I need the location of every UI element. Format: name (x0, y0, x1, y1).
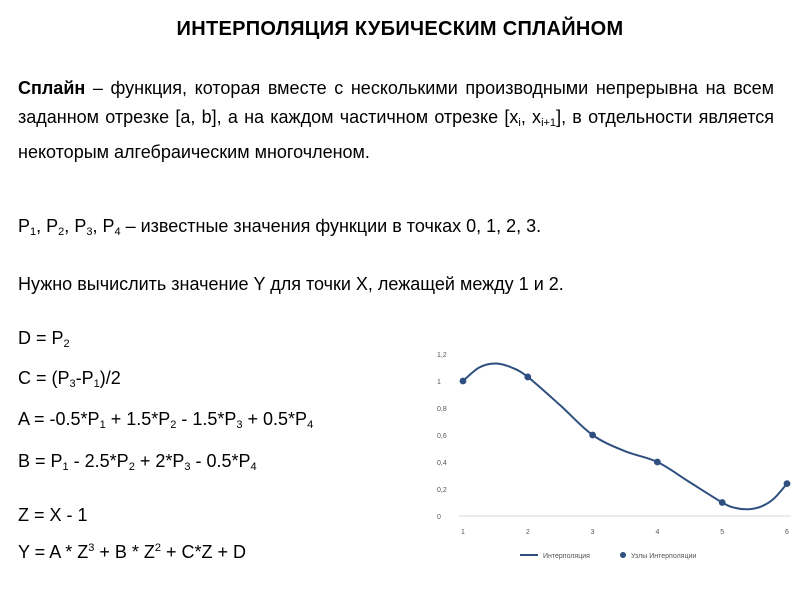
interpolation-chart (425, 340, 800, 570)
x-tick-label: 6 (785, 529, 789, 536)
legend-marker-swatch (620, 552, 626, 558)
node-point (654, 459, 661, 466)
y-tick-label: 0,8 (437, 406, 447, 413)
x-tick-label: 1 (461, 529, 465, 536)
page-title: ИНТЕРПОЛЯЦИЯ КУБИЧЕСКИМ СПЛАЙНОМ (176, 18, 624, 40)
formula-d: $D = P_2$ (18, 328, 70, 350)
known-values-line: $P_1$, $P_2$, $P_3$, $P_4$ – известные значения функции в точках 0, 1, 2, 3. (18, 216, 542, 238)
x-tick-label: 3 (590, 529, 595, 536)
x-tick-label: 5 (720, 529, 725, 536)
x-tick-label: 4 (655, 529, 660, 536)
node-point (524, 374, 531, 381)
spline-term: Сплайн (18, 78, 86, 98)
node-point (719, 499, 726, 506)
y-tick-label: 0 (437, 514, 441, 521)
y-tick-label: 1,2 (437, 352, 447, 359)
task-line: Нужно вычислить значение Y для точки X, лежащей между 1 и 2. (18, 274, 564, 294)
formula-a: $A = -0.5*P_1 + 1.5*P_2 - 1.5*P_3 + 0.5*P_4$ (18, 409, 314, 431)
legend-label-nodes: Узлы Интерполяции (631, 553, 697, 560)
y-tick-label: 1 (437, 379, 441, 386)
y-tick-label: 0,4 (437, 460, 447, 467)
node-point (460, 378, 467, 385)
formula-c: $C = (P_3-P_1)/2$ (18, 368, 121, 390)
formula-y: $Y = A * Z^3 + B * Z^2 + C*Z + D$ (18, 542, 247, 562)
legend-label-interpolation: Интерполяция (543, 553, 590, 560)
interpolation-line (463, 363, 787, 509)
formula-b: $B = P_1 - 2.5*P_2 + 2*P_3 - 0.5*P_4$ (18, 451, 257, 473)
node-point (784, 480, 791, 487)
spline-definition: Сплайн – функция, которая вместе с несколькими производными непрерывна на всем заданном отрезке [a, b], а на каждом частичном отрезке [$x_i$, $x_{i+1}$], в отдельности является некоторым алгебраическим многочленом. (18, 78, 774, 162)
formula-z: Z = X - 1 (18, 505, 88, 525)
node-point (589, 432, 596, 439)
y-tick-label: 0,6 (437, 433, 447, 440)
x-tick-label: 2 (525, 529, 530, 536)
y-tick-label: 0,2 (437, 487, 447, 494)
